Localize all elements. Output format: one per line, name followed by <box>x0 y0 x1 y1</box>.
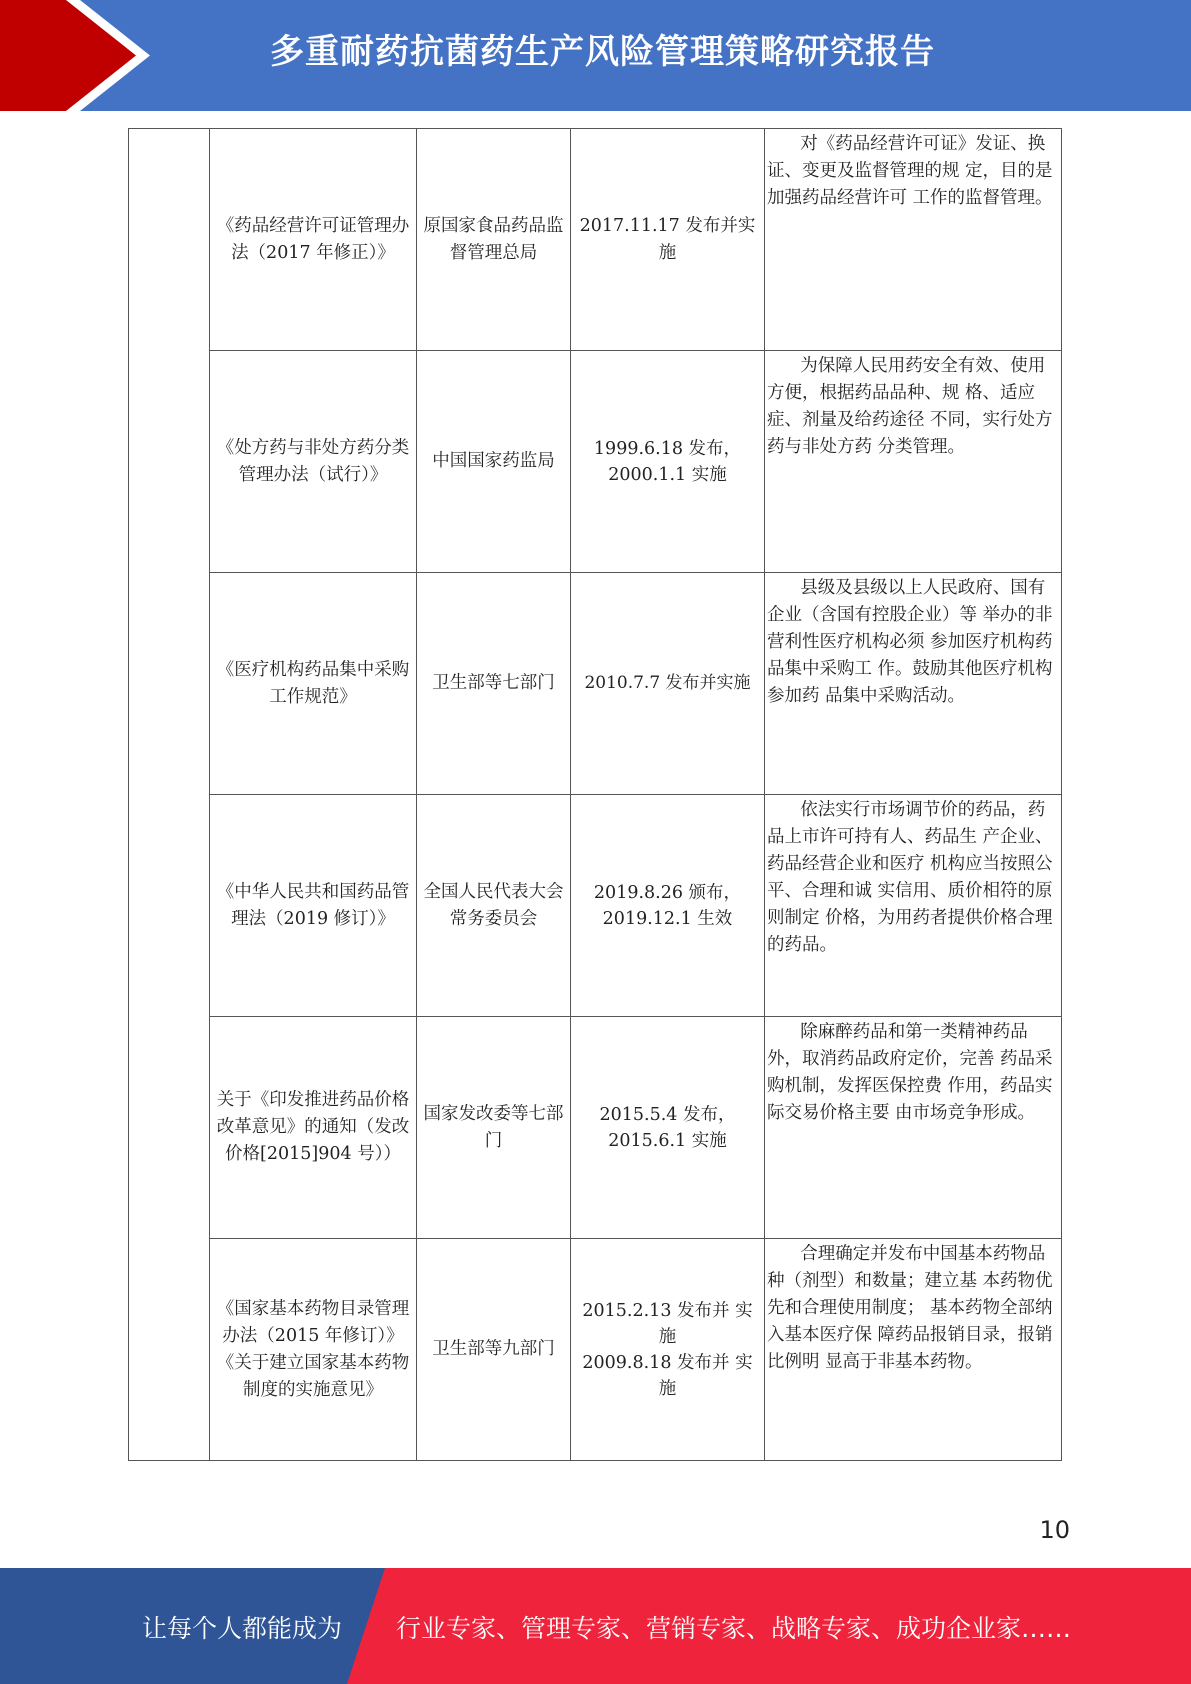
issuing-agency: 卫生部等七部门 <box>417 573 571 795</box>
issue-date-line: 2019.8.26 颁布， <box>593 882 742 903</box>
page-header <box>0 0 1191 111</box>
issuing-agency: 国家发改委等七部门 <box>417 1017 571 1239</box>
page-number: 10 <box>1039 1516 1070 1544</box>
table-row <box>129 1017 1062 1239</box>
table-row <box>129 795 1062 1017</box>
regulation-description: 对《药品经营许可证》发证、换证、变更及监督管理的规 定，目的是加强药品经营许可 工作的监督管理。 <box>765 129 1062 351</box>
regulation-name: 《处方药与非处方药分类管理办法（试行）》 <box>210 351 417 573</box>
issue-date-line: 2015.2.13 发布并 实施 <box>582 1300 753 1347</box>
issue-date: 2017.11.17 发布并实施 <box>571 129 765 351</box>
category-cell <box>129 129 210 1461</box>
regulation-description: 依法实行市场调节价的药品，药品上市许可持有人、药品生 产企业、药品经营企业和医疗 机构应当按照公平、合理和诚 实信用、质价相符的原则制定 价格，为用药者提供价格合理 的药品。 <box>765 795 1062 1017</box>
issue-date-line: 2015.5.4 发布， <box>599 1104 736 1125</box>
regulation-name: 《国家基本药物目录管理办法（2015 年修订）》《关于建立国家基本药物制度的实施意见》 <box>210 1239 417 1461</box>
regulation-description: 县级及县级以上人民政府、国有企业（含国有控股企业）等 举办的非营利性医疗机构必须 参加医疗机构药品集中采购工 作。鼓励其他医疗机构参加药 品集中采购活动。 <box>765 573 1062 795</box>
table-row <box>129 351 1062 573</box>
footer-slogan-right: 行业专家、管理专家、营销专家、战略专家、成功企业家…… <box>396 1614 1072 1643</box>
regulation-name: 《医疗机构药品集中采购工作规范》 <box>210 573 417 795</box>
issue-date <box>571 1239 765 1461</box>
regulation-name: 《中华人民共和国药品管理法（2019 修订）》 <box>210 795 417 1017</box>
table-row <box>129 129 1062 351</box>
table-row <box>129 1239 1062 1461</box>
issuing-agency: 中国国家药监局 <box>417 351 571 573</box>
issuing-agency: 全国人民代表大会常务委员会 <box>417 795 571 1017</box>
issue-date-line: 2009.8.18 发布并 实施 <box>582 1352 753 1399</box>
regulation-description: 合理确定并发布中国基本药物品种（剂型）和数量；建立基 本药物优先和合理使用制度； 基本药物全部纳入基本医疗保 障药品报销目录，报销比例明 显高于非基本药物。 <box>765 1239 1062 1461</box>
issuing-agency: 卫生部等九部门 <box>417 1239 571 1461</box>
issuing-agency: 原国家食品药品监督管理总局 <box>417 129 571 351</box>
issue-date-line: 1999.6.18 发布， <box>593 438 742 459</box>
regulation-name: 关于《印发推进药品价格改革意见》的通知（发改价格[2015]904 号）） <box>210 1017 417 1239</box>
issue-date-line: 2019.12.1 生效 <box>602 908 733 929</box>
page-footer <box>0 1568 1191 1684</box>
issue-date <box>571 351 765 573</box>
issue-date <box>571 1017 765 1239</box>
issue-date: 2010.7.7 发布并实施 <box>571 573 765 795</box>
issue-date-line: 2015.6.1 实施 <box>608 1130 727 1151</box>
issue-date-line: 2000.1.1 实施 <box>608 464 727 485</box>
issue-date <box>571 795 765 1017</box>
report-title: 多重耐药抗菌药生产风险管理策略研究报告 <box>270 32 935 72</box>
regulation-description: 为保障人民用药安全有效、使用方便，根据药品品种、规 格、适应症、剂量及给药途径 不同，实行处方药与非处方药 分类管理。 <box>765 351 1062 573</box>
regulation-name: 《药品经营许可证管理办法（2017 年修正）》 <box>210 129 417 351</box>
footer-slogan-left: 让每个人都能成为 <box>142 1614 343 1643</box>
regulation-table <box>128 128 1062 1461</box>
table-row <box>129 573 1062 795</box>
regulation-description: 除麻醉药品和第一类精神药品外，取消药品政府定价，完善 药品采购机制，发挥医保控费 作用，药品实际交易价格主要 由市场竞争形成。 <box>765 1017 1062 1239</box>
